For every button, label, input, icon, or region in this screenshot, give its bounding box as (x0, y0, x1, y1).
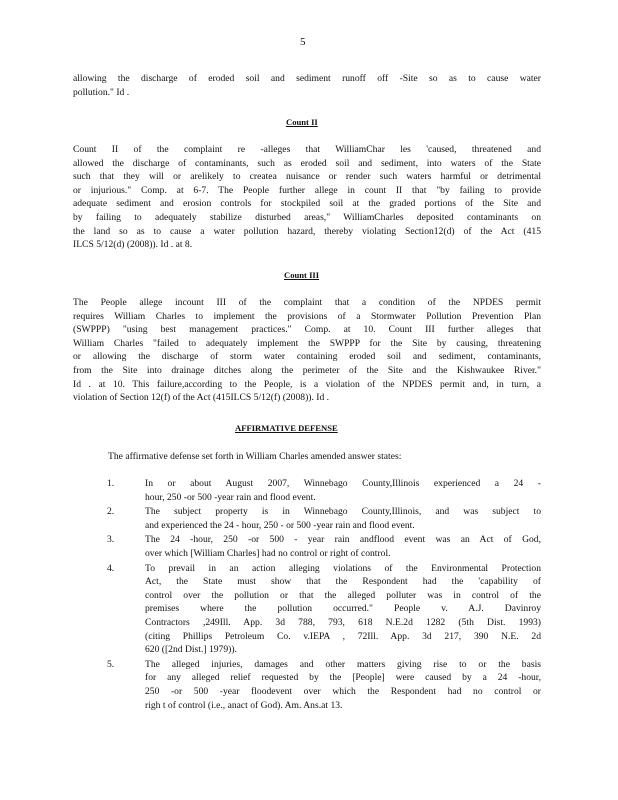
text-line: William Charles "failed to adequately implement the SWPPP for the Site by causing, threatening (73, 337, 541, 349)
text-line: and experienced the 24 - hour, 250 - or 500 -year rain and flood event. (145, 519, 415, 531)
list-number: 2. (107, 506, 115, 518)
list-number: 4. (107, 562, 115, 574)
list-number: 5. (107, 658, 115, 670)
text-line: (citing Phillips Petroleum Co. v.IEPA , 72Ill. App. 3d 217, 390 N.E. 2d (145, 630, 541, 642)
text-line: The People allege incount III of the complaint that a condition of the NPDES permit (73, 297, 541, 308)
text-line: hour, 250 -or 500 -year rain and flood event. (145, 491, 316, 503)
count-ii-paragraph (73, 143, 541, 252)
text-line: premises where the pollution occurred." People v. A.J. Davinroy (145, 603, 541, 615)
count-iii-heading: Count III (284, 270, 320, 280)
text-line: allowing the discharge of eroded soil and sediment runoff off -Site so as to cause water (73, 73, 541, 84)
text-line: from the Site into drainage ditches along the perimeter of the Site and the Kishwaukee River." (73, 364, 541, 376)
list-number: 1. (107, 478, 115, 489)
count-iii-paragraph (73, 296, 541, 405)
text-line: control over the pollution or that the alleged polluter was in control of the (145, 589, 541, 601)
text-line: allowed the discharge of contaminants, such as eroded soil and sediment, into waters of the State (73, 157, 541, 169)
defense-list (107, 477, 547, 712)
text-line: To prevail in an action alleging violations of the Environmental Protection (145, 562, 541, 574)
text-line: The subject property is in Winnebago County,Illinois, and was subject to (145, 506, 541, 518)
list-item-text (145, 533, 541, 560)
affirmative-defense-heading: AFFIRMATIVE DEFENSE (235, 423, 338, 433)
text-line: for any alleged relief requested by the [People] were caused by a 24 -hour, (145, 672, 541, 684)
list-item-text (145, 477, 541, 504)
list-item-text (145, 658, 541, 712)
text-line: such that they will or arelikely to createa nuisance or render such waters harmful or detrimental (73, 171, 541, 183)
list-item (107, 505, 547, 532)
text-line: Id . at 10. This failure,according to the People, is a violation of the NPDES permit and, in turn, a (73, 378, 541, 390)
text-line: (SWPPP) "using best management practices." Comp. at 10. Count III further alleges that (73, 324, 541, 336)
text-line: 250 -or 500 -year floodevent over which the Respondent had no control or (145, 685, 541, 697)
list-item (107, 562, 547, 657)
text-line: ILCS 5/12(d) (2008)). Id . at 8. (73, 239, 193, 251)
text-line: Act, the State must show that the Respondent had the 'capability of (145, 576, 541, 588)
text-line: Count II of the complaint re -alleges that WilliamChar les 'caused, threatened and (73, 144, 541, 155)
text-line: In or about August 2007, Winnebago County,Illinois experienced a 24 - (145, 478, 541, 489)
list-number: 3. (107, 534, 115, 546)
count-ii-heading: Count II (286, 117, 318, 127)
page-number: 5 (300, 36, 306, 48)
text-line: righ t of control (i.e., anact of God). Am. Ans.at 13. (145, 699, 343, 711)
affirmative-intro: The affirmative defense set forth in William Charles amended answer states: (108, 451, 402, 462)
list-item (107, 477, 547, 504)
text-line: requires William Charles to implement the provisions of a Stormwater Pollution Prevention Plan (73, 310, 541, 322)
text-line: or allowing the discharge of storm water containing eroded soil and sediment, contaminants, (73, 351, 541, 363)
text-line: over which [William Charles] had no control or right of control. (145, 547, 391, 559)
list-item-text (145, 562, 541, 657)
opening-paragraph (73, 72, 541, 99)
text-line: violation of Section 12(f) of the Act (415ILCS 5/12(f) (2008)). Id . (73, 392, 330, 404)
list-item (107, 658, 547, 712)
list-item-text (145, 505, 541, 532)
text-line: The alleged injuries, damages and other matters giving rise to or the basis (145, 658, 541, 670)
list-item (107, 533, 547, 560)
text-line: 620 ([2nd Dist.] 1979)). (145, 644, 237, 656)
text-line: the land so as to cause a water pollution hazard, thereby violating Section12(d) of the Act (415 (73, 225, 541, 237)
text-line: by failing to adequately stabilize disturbed areas," WilliamCharles deposited contaminants on (73, 211, 541, 223)
text-line: or injurious." Comp. at 6-7. The People further allege in count II that "by failing to provide (73, 184, 541, 196)
text-line: adequate sediment and erosion controls for stockpiled soil at the graded portions of the Site and (73, 198, 541, 210)
text-line: pollution." Id . (73, 86, 130, 98)
text-line: The 24 -hour, 250 -or 500 - year rain andflood event was an Act of God, (145, 534, 541, 546)
text-line: Contractors ,249Ill. App. 3d 788, 793, 618 N.E.2d 1282 (5th Dist. 1993) (145, 616, 541, 628)
